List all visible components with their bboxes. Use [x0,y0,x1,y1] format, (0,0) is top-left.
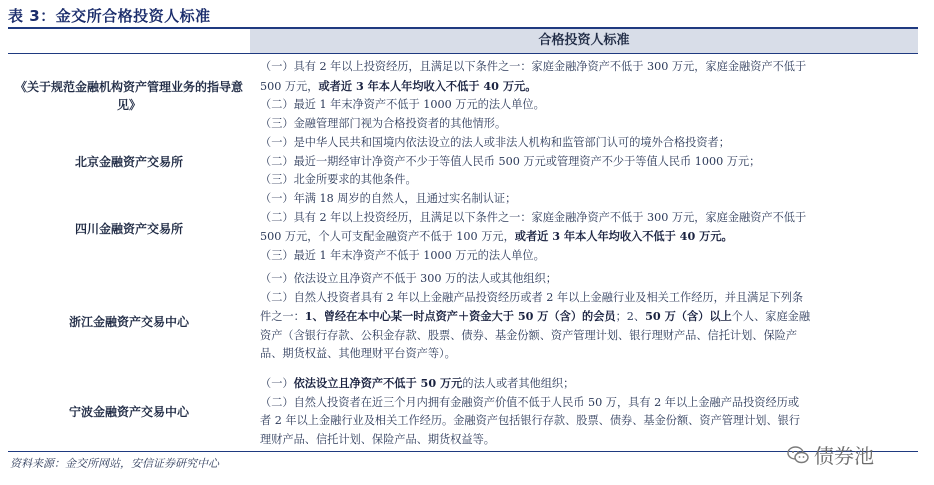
watermark [786,440,874,469]
criteria-text: （三）北金所要求的其他条件。 [260,173,417,187]
criteria-text: （一）年满 18 周岁的自然人，且通过实名制认证； [260,192,517,205]
criteria-line [252,374,918,394]
criteria-line [252,171,918,190]
criteria-line [252,412,918,431]
row-name: 四川金融资产交易所 [74,222,183,236]
criteria-text: 者 2 年以上金融行业及相关工作经历。金融资产包括银行存款、股票、债券、基金份额、资产管理计划、银行 [260,414,801,428]
table-title: 表 3：金交所合格投资人标准 [8,7,211,25]
criteria-line [252,58,918,77]
criteria-line [252,394,918,413]
criteria-text: 的法人或者其他组织； [462,377,575,390]
criteria-line [252,307,918,327]
criteria-text: （三）最近 1 年末净资产不低于 1000 万元的法人单位。 [260,248,545,262]
criteria-text: 500 万元， [260,79,319,93]
criteria-line [252,153,918,172]
criteria-line [252,77,918,97]
criteria-line [252,96,918,115]
row-name: 宁波金融资产交易中心 [68,405,189,419]
header-rule [8,53,918,54]
criteria-line [252,134,918,153]
criteria-highlight: 或者近 3 年本人年均收入不低于 40 万元。 [514,229,733,244]
criteria-text: （三）金融管理部门视为合格投资者的其他情形。 [260,116,507,130]
row-criteria [252,374,918,449]
column-header: 合格投资人标准 [250,29,918,53]
criteria-line [252,227,918,247]
criteria-highlight: 50 万（含）以上 [645,309,732,324]
criteria-highlight: 依法设立且净资产不低于 50 万元 [293,376,463,390]
row-criteria [252,58,918,133]
criteria-line [252,115,918,134]
row-criteria [252,134,918,190]
wechat-icon [786,443,810,467]
bottom-rule [8,451,918,452]
criteria-text: （二）具有 2 年以上投资经历，且满足以下条件之一：家庭金融净资产不低于 300 万元，家庭金融资产不低于 [260,210,807,224]
criteria-text: （一）具有 2 年以上投资经历，且满足以下条件之一：家庭金融净资产不低于 300 万元，家庭金融资产不低于 [260,60,807,73]
criteria-line [252,190,918,209]
criteria-highlight: 或者近 3 年本人年均收入不低于 40 万元。 [318,78,537,93]
criteria-text: 资产（含银行存款、公积金存款、股票、债券、基金份额、资产管理计划、银行理财产品、信托计划、保险产 [260,328,798,342]
row-name: 《关于规范金融机构资产管理业务的指导意见》 [14,80,243,112]
criteria-text: （一） [260,377,294,390]
criteria-highlight: 1、曾经在本中心某一时点资产＋资金大于 50 万（含）的会员 [304,309,616,324]
criteria-text: （二）自然人投资者具有 2 年以上金融产品投资经历或者 2 年以上金融行业及相关工作经历，并且满足下列条 [260,290,804,304]
criteria-line [252,247,918,266]
criteria-text: 个人、家庭金融 [731,310,811,324]
row-criteria [252,270,918,364]
source-note: 资料来源：金交所网站，安信证券研究中心 [10,457,219,470]
criteria-text: ；2、 [615,310,646,324]
criteria-text: （二）最近一期经审计净资产不少于等值人民币 500 万元或管理资产不少于等值人民币 1000 万元； [260,154,761,168]
watermark-text: 债券池 [814,444,874,468]
row-name: 浙江金融资产交易中心 [68,315,189,329]
criteria-line [252,289,918,308]
criteria-text: 理财产品、信托计划、保险产品、期货权益等。 [260,432,495,446]
criteria-text: （二）自然人投资者在近三个月内拥有金融资产价值不低于人民币 50 万，具有 2 年以上金融产品投资经历或 [260,395,800,409]
criteria-text: （一）是中华人民共和国境内依法设立的法人或非法人机构和监管部门认可的境外合格投资者； [260,136,730,149]
criteria-text: 500 万元，个人可支配金融资产不低于 100 万元， [260,230,515,244]
criteria-line [252,327,918,346]
criteria-text: 件之一： [260,310,305,324]
criteria-text: （二）最近 1 年末净资产不低于 1000 万元的法人单位。 [260,98,545,112]
criteria-line [252,270,918,289]
row-name: 北京金融资产交易所 [74,155,183,169]
criteria-line [252,345,918,364]
criteria-text: （一）依法设立且净资产不低于 300 万的法人或其他组织； [260,272,557,285]
criteria-text: 品、期货权益、其他理财平台资产等）。 [260,347,456,361]
criteria-line [252,209,918,228]
row-criteria [252,190,918,265]
